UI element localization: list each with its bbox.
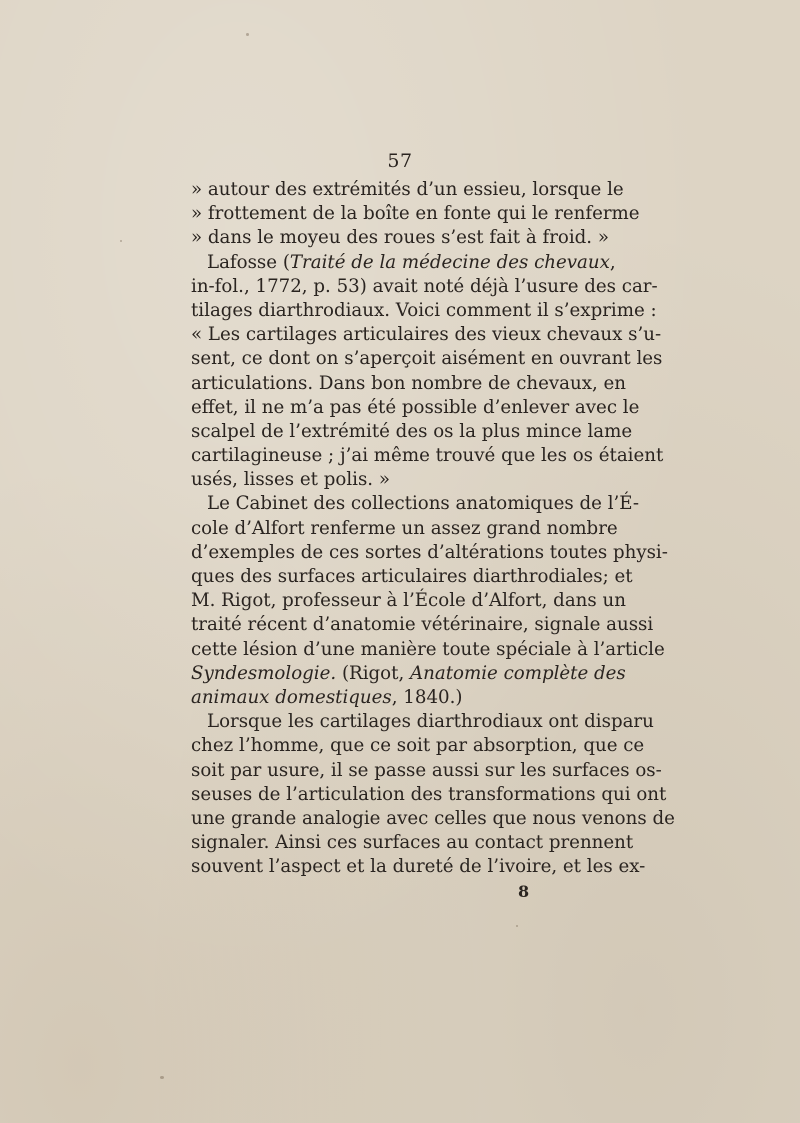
- text-line: tilages diarthrodiaux. Voici comment il s’exprime :: [191, 299, 657, 321]
- paper-speck: [120, 240, 122, 242]
- paper-speck: [246, 33, 249, 36]
- text-line: scalpel de l’extrémité des os la plus mince lame: [191, 420, 633, 442]
- text-line: M. Rigot, professeur à l’École d’Alfort, dans un: [191, 590, 626, 612]
- signature-mark: 8: [518, 882, 530, 901]
- text-line: sent, ce dont on s’aperçoit aisément en ouvrant les: [191, 348, 663, 370]
- text-line: chez l’homme, que ce soit par absorption, que ce: [191, 735, 645, 757]
- text-line: effet, il ne m’a pas été possible d’enlever avec le: [191, 396, 640, 418]
- paper-speck: [516, 925, 518, 927]
- text-line: » frottement de la boîte en fonte qui le renferme: [191, 203, 640, 225]
- italic-title: Syndesmologie.: [191, 662, 337, 684]
- italic-title: Anatomie complète des: [410, 662, 626, 684]
- text-line: animaux domestiques, 1840.): [191, 686, 463, 708]
- text-line: souvent l’aspect et la dureté de l’ivoire, et les ex-: [191, 856, 646, 878]
- italic-title: Traité de la médecine des chevaux: [289, 251, 610, 273]
- text-line: Syndesmologie. (Rigot, Anatomie complète des: [191, 662, 626, 684]
- paper-speck: [160, 1076, 164, 1079]
- text-line: « Les cartilages articulaires des vieux chevaux s’u-: [191, 324, 662, 346]
- text-line: » autour des extrémités d’un essieu, lorsque le: [191, 179, 624, 200]
- text-line: articulations. Dans bon nombre de chevaux, en: [191, 372, 627, 394]
- text-line: Lafosse (Traité de la médecine des chevaux,: [207, 251, 616, 273]
- text-line: cartilagineuse ; j’ai même trouvé que les os étaient: [191, 445, 664, 467]
- page-number: 57: [387, 150, 413, 172]
- text-line: » dans le moyeu des roues s’est fait à froid. »: [191, 227, 610, 249]
- text-line: signaler. Ainsi ces surfaces au contact prennent: [191, 832, 634, 854]
- text-line: soit par usure, il se passe aussi sur les surfaces os-: [191, 759, 662, 781]
- text-line: d’exemples de ces sortes d’altérations toutes physi-: [191, 541, 668, 563]
- text-line: ques des surfaces articulaires diarthrodiales; et: [191, 566, 633, 587]
- text-line: usés, lisses et polis. »: [191, 469, 390, 491]
- text-line: cette lésion d’une manière toute spéciale à l’article: [191, 638, 665, 660]
- text-line: cole d’Alfort renferme un assez grand nombre: [191, 517, 618, 539]
- body-text: [191, 178, 675, 879]
- text-line: seuses de l’articulation des transformations qui ont: [191, 783, 667, 805]
- text-line: une grande analogie avec celles que nous venons de: [191, 807, 675, 829]
- text-line: in-fol., 1772, p. 53) avait noté déjà l’usure des car-: [191, 275, 658, 297]
- text-line: Lorsque les cartilages diarthrodiaux ont disparu: [207, 711, 654, 733]
- text-line: traité récent d’anatomie vétérinaire, signale aussi: [191, 614, 654, 636]
- italic-title: animaux domestiques: [191, 686, 392, 708]
- text-line: Le Cabinet des collections anatomiques de l’É-: [207, 493, 640, 515]
